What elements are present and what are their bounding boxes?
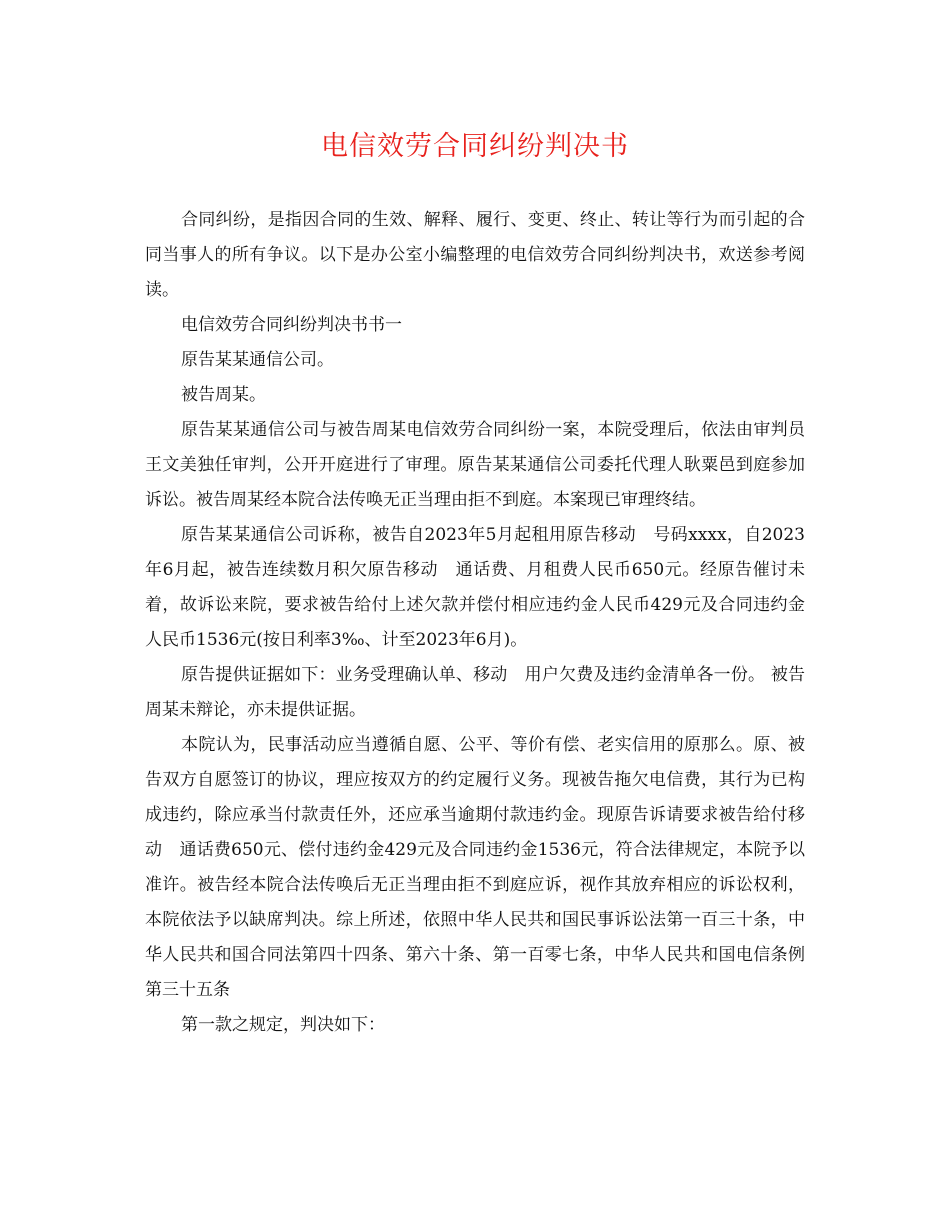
document-title: 电信效劳合同纠纷判决书 xyxy=(321,131,629,162)
paragraph-evidence: 原告提供证据如下：业务受理确认单、移动 用户欠费及违约金清单各一份。 被告周某未辩论，亦未提供证据。 xyxy=(145,665,805,720)
paragraph-intro: 合同纠纷，是指因合同的生效、解释、履行、变更、终止、转让等行为而引起的合同当事人的所有争议。以下是办公室小编整理的电信效劳合同纠纷判决书，欢送参考阅读。 xyxy=(145,210,805,300)
paragraph-plaintiff: 原告某某通信公司。 xyxy=(181,350,334,370)
paragraph-plaintiff-claim: 原告某某通信公司诉称，被告自2023年5月起租用原告移动 号码xxxx，自2023年6月起，被告连续数月积欠原告移动 通话费、月租费人民币650元。经原告催讨未着，故诉讼来院，要求被告给付上述欠款并偿付相应违约金人民币429元及合同违约金人民币1536元(按日利率3‰、计至2023年6月)。 xyxy=(145,525,805,650)
paragraph-defendant: 被告周某。 xyxy=(181,385,266,405)
paragraph-judgment-intro: 第一款之规定，判决如下： xyxy=(181,1015,385,1035)
paragraph-section-heading: 电信效劳合同纠纷判决书书一 xyxy=(181,315,402,335)
paragraph-case-accepted: 原告某某通信公司与被告周某电信效劳合同纠纷一案，本院受理后，依法由审判员王文美独任审判，公开开庭进行了审理。原告某某通信公司委托代理人耿粟邑到庭参加诉讼。被告周某经本院合法传唤无正当理由拒不到庭。本案现已审理终结。 xyxy=(145,420,805,510)
document-body xyxy=(145,203,805,1043)
paragraph-court-opinion: 本院认为，民事活动应当遵循自愿、公平、等价有偿、老实信用的原那么。原、被告双方自愿签订的协议，理应按双方的约定履行义务。现被告拖欠电信费，其行为已构成违约，除应承当付款责任外，还应承当逾期付款违约金。现原告诉请要求被告给付移动 通话费650元、偿付违约金429元及合同违约金1536元，符合法律规定，本院予以准许。被告经本院合法传唤后无正当理由拒不到庭应诉，视作其放弃相应的诉讼权利，本院依法予以缺席判决。综上所述，依照中华人民共和国民事诉讼法第一百三十条，中华人民共和国合同法第四十四条、第六十条、第一百零七条，中华人民共和国电信条例第三十五条 xyxy=(145,735,805,1000)
